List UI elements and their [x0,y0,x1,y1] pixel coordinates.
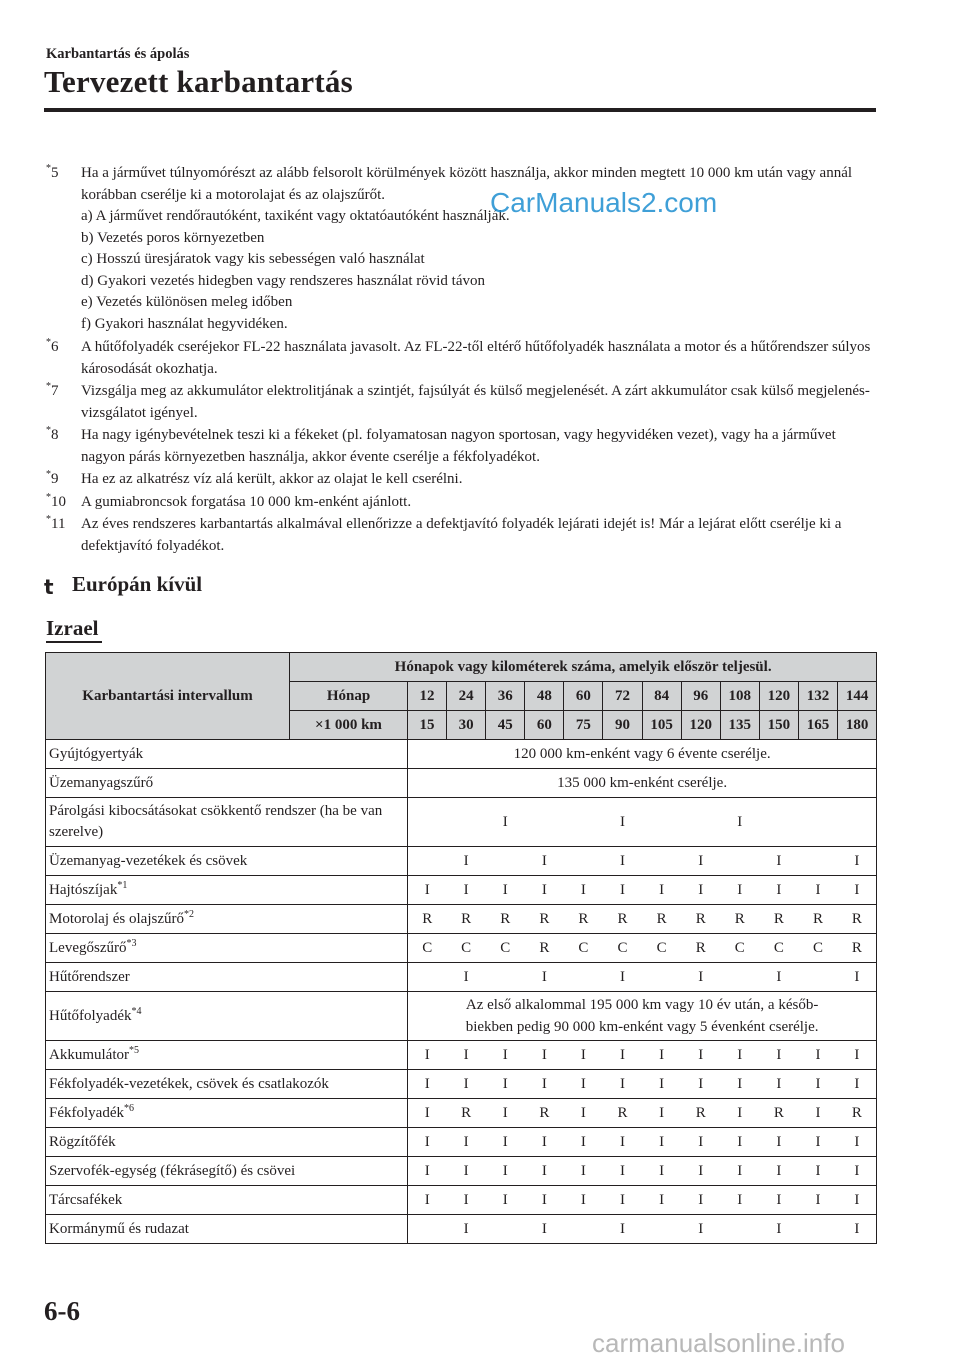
schedule-cell: I [408,1099,447,1128]
schedule-cell: I [486,876,525,905]
schedule-cell: I [564,1099,603,1128]
schedule-cell [564,963,603,992]
schedule-cell: I [486,1041,525,1070]
schedule-cell: I [525,963,564,992]
row-label-text: Hűtőfolyadék [49,1007,132,1024]
km-value: 90 [603,711,642,740]
schedule-cell [408,1215,447,1244]
month-value: 120 [759,682,798,711]
schedule-cell: I [603,847,642,876]
schedule-cell [564,1215,603,1244]
schedule-cell: I [486,1099,525,1128]
maintenance-table [45,652,877,1244]
schedule-cell: I [759,1041,798,1070]
schedule-cell: I [838,1215,877,1244]
table-row [46,905,877,934]
schedule-cell: I [681,1157,720,1186]
schedule-cell: C [408,934,447,963]
schedule-cell [486,963,525,992]
schedule-cell: I [525,876,564,905]
schedule-cell: I [759,847,798,876]
schedule-cell: I [720,1041,759,1070]
footnote-9: *9 Ha ez az alkatrész víz alá került, akkor az olajat le kell cserélni. [46,469,463,487]
schedule-cell: R [681,905,720,934]
table-row [46,876,877,905]
schedule-cell: I [798,1099,837,1128]
schedule-cell: I [486,798,525,847]
interval-header: Karbantartási intervallum [46,653,290,740]
km-value: 120 [681,711,720,740]
condition-d: d) Gyakori vezetés hidegben vagy rendszeres használat rövid távon [81,272,486,289]
schedule-cell: I [603,876,642,905]
schedule-cell: R [525,905,564,934]
month-value: 132 [798,682,837,711]
schedule-cell: I [603,1215,642,1244]
schedule-cell: I [838,963,877,992]
schedule-cell: I [564,1157,603,1186]
table-row [46,847,877,876]
footnote-10: *10 A gumiabroncsok forgatása 10 000 km-enként ajánlott. [46,492,412,510]
schedule-cell: I [408,1186,447,1215]
schedule-cell: I [564,1128,603,1157]
row-label [46,992,408,1041]
schedule-cell: I [798,1070,837,1099]
month-value: 48 [525,682,564,711]
table-row [46,1041,877,1070]
footnote-8: *8 Ha nagy igénybevételnek teszi ki a fékeket (pl. folyamatosan nagyon sportosan, vagy hegyvidéken vezet), vagy ha a járművet nagyon párás környezetben használja, akkor évente cserélje a fékfolyadékot. [46,425,836,465]
row-label [46,1099,408,1128]
schedule-cell: I [447,876,486,905]
schedule-cell: I [759,1215,798,1244]
row-label-text: Tárcsafékek [49,1191,123,1208]
schedule-cell: I [838,876,877,905]
schedule-cell: R [603,1099,642,1128]
schedule-cell: C [759,934,798,963]
schedule-cell: I [486,1186,525,1215]
row-label-text: Motorolaj és olajszűrő [49,910,184,927]
schedule-cell: C [720,934,759,963]
schedule-cell: I [525,847,564,876]
page-number: 6-6 [44,1296,80,1326]
row-label-text: Hűtőrendszer [49,968,130,985]
row-label [46,1157,408,1186]
schedule-cell: R [408,905,447,934]
row-label [46,847,408,876]
schedule-cell: R [759,905,798,934]
schedule-cell: C [603,934,642,963]
schedule-cell: C [486,934,525,963]
row-label-text: Üzemanyag-vezetékek és csövek [49,852,248,869]
watermark-footer: carmanualsonline.info [592,1328,845,1358]
schedule-cell: I [603,1041,642,1070]
page-title: Tervezett karbantartás [44,64,353,99]
schedule-cell: I [720,1099,759,1128]
schedule-cell [642,963,681,992]
schedule-cell: I [447,1128,486,1157]
schedule-cell: I [759,1128,798,1157]
schedule-cell: I [681,1186,720,1215]
schedule-cell: R [720,905,759,934]
schedule-cell: I [525,1041,564,1070]
footnote-ref: *1 [117,879,128,891]
watermark-logo: CarManuals2.com [490,187,718,218]
schedule-cell: I [447,1041,486,1070]
schedule-cell: R [681,934,720,963]
schedule-cell: I [447,963,486,992]
schedule-cell: I [838,1157,877,1186]
schedule-cell: I [681,1070,720,1099]
month-value: 72 [603,682,642,711]
schedule-cell [564,798,603,847]
schedule-cell: I [642,1186,681,1215]
table-row [46,1186,877,1215]
schedule-cell: R [447,1099,486,1128]
month-value: 36 [486,682,525,711]
schedule-cell: I [838,1041,877,1070]
schedule-cell: I [642,1070,681,1099]
km-value: 30 [447,711,486,740]
schedule-cell: I [798,1186,837,1215]
schedule-cell: R [525,934,564,963]
row-label [46,1186,408,1215]
schedule-cell: I [681,876,720,905]
footnote-7: *7 Vizsgálja meg az akkumulátor elektrolitjának a szintjét, fajsúlyát és külső megjelenését. A zárt akkumulátor csak külső megjelenés-vizsgálatot igényel. [46,381,870,421]
schedule-cell: R [525,1099,564,1128]
table-row [46,1157,877,1186]
footnote-ref: *5 [129,1044,139,1056]
schedule-cell: I [838,1070,877,1099]
schedule-cell: I [681,1215,720,1244]
schedule-cell: I [603,963,642,992]
row-label [46,1128,408,1157]
schedule-cell: I [408,1070,447,1099]
schedule-cell: I [486,1157,525,1186]
section-heading: Európán kívül [72,572,203,596]
schedule-cell: I [838,847,877,876]
row-note: 135 000 km-enként cserélje. [408,769,877,798]
schedule-cell: I [603,1128,642,1157]
schedule-cell: R [838,905,877,934]
schedule-cell: R [564,905,603,934]
km-value: 150 [759,711,798,740]
row-label [46,934,408,963]
schedule-cell: C [642,934,681,963]
footnote-5: *5 Ha a járművet túlnyomórészt az alább felsorolt körülmények között használja, akkor minden megtett 10 000 km után vagy annál korábban cserélje ki a motorolajat és az olajszűrőt. [46,163,853,203]
schedule-cell: I [603,798,642,847]
month-value: 12 [408,682,447,711]
group-header: Hónapok vagy kilométerek száma, amelyik először teljesül. [290,653,877,682]
schedule-cell: I [525,1186,564,1215]
table-row [46,1128,877,1157]
schedule-cell: I [838,1186,877,1215]
schedule-cell: I [603,1186,642,1215]
country-underline [46,641,102,643]
schedule-cell: I [759,1186,798,1215]
table-row [46,740,877,769]
schedule-cell [798,1215,837,1244]
schedule-cell: I [798,1157,837,1186]
schedule-cell: R [759,1099,798,1128]
schedule-cell: I [564,1070,603,1099]
schedule-cell: I [759,1157,798,1186]
schedule-cell: I [564,1041,603,1070]
condition-b: b) Vezetés poros környezetben [81,229,265,246]
row-label [46,963,408,992]
schedule-cell [447,798,486,847]
schedule-cell: I [603,1070,642,1099]
row-label-text: Kormánymű és rudazat [49,1220,189,1237]
km-value: 15 [408,711,447,740]
month-value: 108 [720,682,759,711]
schedule-cell: I [525,1157,564,1186]
row-label-text: Szervofék-egység (fékrásegítő) és csövei [49,1162,296,1179]
table-row [46,963,877,992]
schedule-cell [525,798,564,847]
schedule-cell: I [642,1128,681,1157]
schedule-cell: I [720,1070,759,1099]
condition-e: e) Vezetés különösen meleg időben [81,294,293,310]
row-label-text: Rögzítőfék [49,1133,116,1150]
schedule-cell [759,798,798,847]
schedule-cell: I [486,1128,525,1157]
schedule-cell: I [798,1128,837,1157]
schedule-cell: I [447,1157,486,1186]
table-row [46,769,877,798]
schedule-cell: I [720,1128,759,1157]
month-value: 144 [838,682,877,711]
row-label-text: Hajtószíjak [49,881,118,898]
schedule-cell [408,798,447,847]
schedule-cell: R [798,905,837,934]
schedule-cell: I [447,1070,486,1099]
schedule-cell: I [525,1215,564,1244]
schedule-cell [486,847,525,876]
footnote-ref: *2 [183,908,194,920]
schedule-cell: R [486,905,525,934]
schedule-cell: I [720,876,759,905]
schedule-cell: I [564,876,603,905]
row-label-text: Üzemanyagszűrő [49,774,154,791]
month-value: 96 [681,682,720,711]
row-label [46,1070,408,1099]
schedule-cell: I [798,876,837,905]
row-note: Az első alkalommal 195 000 km vagy 10 év után, a későb- biekben pedig 90 000 km-enként vagy 5 évenként cserélje. [408,992,877,1041]
schedule-cell: R [681,1099,720,1128]
condition-a: a) A járművet rendőrautóként, taxiként vagy oktatóautóként használják. [81,208,510,224]
schedule-cell: I [408,876,447,905]
schedule-cell: R [838,1099,877,1128]
months-label: Hónap [290,682,408,711]
title-rule [44,108,876,112]
schedule-cell: C [564,934,603,963]
schedule-cell: I [447,847,486,876]
schedule-cell [642,1215,681,1244]
schedule-cell: I [759,1070,798,1099]
schedule-cell: R [603,905,642,934]
schedule-cell [681,798,720,847]
row-label [46,905,408,934]
km-value: 165 [798,711,837,740]
section-label: Karbantartás és ápolás [46,46,190,62]
schedule-cell: I [408,1041,447,1070]
schedule-cell: I [720,1186,759,1215]
row-label [46,798,408,847]
schedule-cell: I [681,1128,720,1157]
row-label [46,740,408,769]
row-label-text: Fékfolyadék [49,1104,124,1121]
footnote-ref: *6 [123,1102,134,1114]
row-label [46,876,408,905]
km-value: 45 [486,711,525,740]
row-label-text: Gyújtógyertyák [49,745,144,762]
schedule-cell: I [603,1157,642,1186]
row-note: 120 000 km-enként vagy 6 évente cserélje. [408,740,877,769]
schedule-cell: C [798,934,837,963]
schedule-cell: I [681,1041,720,1070]
schedule-cell [408,963,447,992]
schedule-cell: I [447,1186,486,1215]
schedule-cell [838,798,877,847]
country-heading: Izrael [46,616,99,640]
km-label: ×1 000 km [290,711,408,740]
row-label-text: Akkumulátor [49,1046,129,1063]
schedule-cell [720,847,759,876]
schedule-cell [642,847,681,876]
row-label-text: Párolgási kibocsátásokat csökkentő rendszer (ha be van szerelve) [49,803,383,840]
schedule-cell [798,798,837,847]
table-row [46,1099,877,1128]
table-row [46,798,877,847]
km-value: 135 [720,711,759,740]
schedule-cell: I [798,1041,837,1070]
schedule-cell: I [759,963,798,992]
schedule-cell: I [408,1157,447,1186]
schedule-cell: I [720,1157,759,1186]
schedule-cell: R [642,905,681,934]
condition-c: c) Hosszú üresjáratok vagy kis sebességen való használat [81,251,425,267]
table-row [46,934,877,963]
km-value: 180 [838,711,877,740]
schedule-cell: I [720,798,759,847]
footnote-ref: *4 [131,1005,142,1017]
row-label [46,769,408,798]
schedule-cell: I [642,1099,681,1128]
row-label [46,1215,408,1244]
schedule-cell [486,1215,525,1244]
schedule-cell: I [642,1041,681,1070]
condition-f: f) Gyakori használat hegyvidéken. [81,315,288,332]
km-value: 60 [525,711,564,740]
table-row [46,1070,877,1099]
schedule-cell [798,963,837,992]
schedule-cell [798,847,837,876]
schedule-cell: I [564,1186,603,1215]
schedule-cell [720,963,759,992]
table-row [46,992,877,1041]
schedule-cell [564,847,603,876]
km-value: 75 [564,711,603,740]
schedule-cell: R [447,905,486,934]
table-row [46,1215,877,1244]
schedule-cell: I [838,1128,877,1157]
footnote-11: *11 Az éves rendszeres karbantartás alkalmával ellenőrizze a defektjavító folyadék lejárati idejét is! Már a lejárat előtt cserélje ki a defektjavító folyadékot. [46,514,842,554]
schedule-cell: I [681,963,720,992]
schedule-cell [408,847,447,876]
schedule-cell: R [838,934,877,963]
schedule-cell: I [525,1128,564,1157]
schedule-cell: I [681,847,720,876]
schedule-cell: I [408,1128,447,1157]
schedule-cell: C [447,934,486,963]
schedule-cell: I [642,1157,681,1186]
schedule-cell: I [525,1070,564,1099]
schedule-cell: I [486,1070,525,1099]
footnote-6: *6 A hűtőfolyadék cseréjekor FL-22 használata javasolt. Az FL-22-től eltérő hűtőfolyadék használata a motor és a hűtőrendszer súlyos károsodását okozhatja. [46,337,871,377]
schedule-cell: I [447,1215,486,1244]
schedule-cell [720,1215,759,1244]
footnote-ref: *3 [126,937,137,949]
month-value: 24 [447,682,486,711]
row-label-text: Fékfolyadék-vezetékek, csövek és csatlakozók [49,1075,329,1092]
section-heading-marker: t [44,575,54,599]
month-value: 84 [642,682,681,711]
schedule-cell: I [759,876,798,905]
km-value: 105 [642,711,681,740]
schedule-cell [642,798,681,847]
schedule-cell: I [642,876,681,905]
month-value: 60 [564,682,603,711]
row-label [46,1041,408,1070]
row-label-text: Levegőszűrő [49,939,127,956]
